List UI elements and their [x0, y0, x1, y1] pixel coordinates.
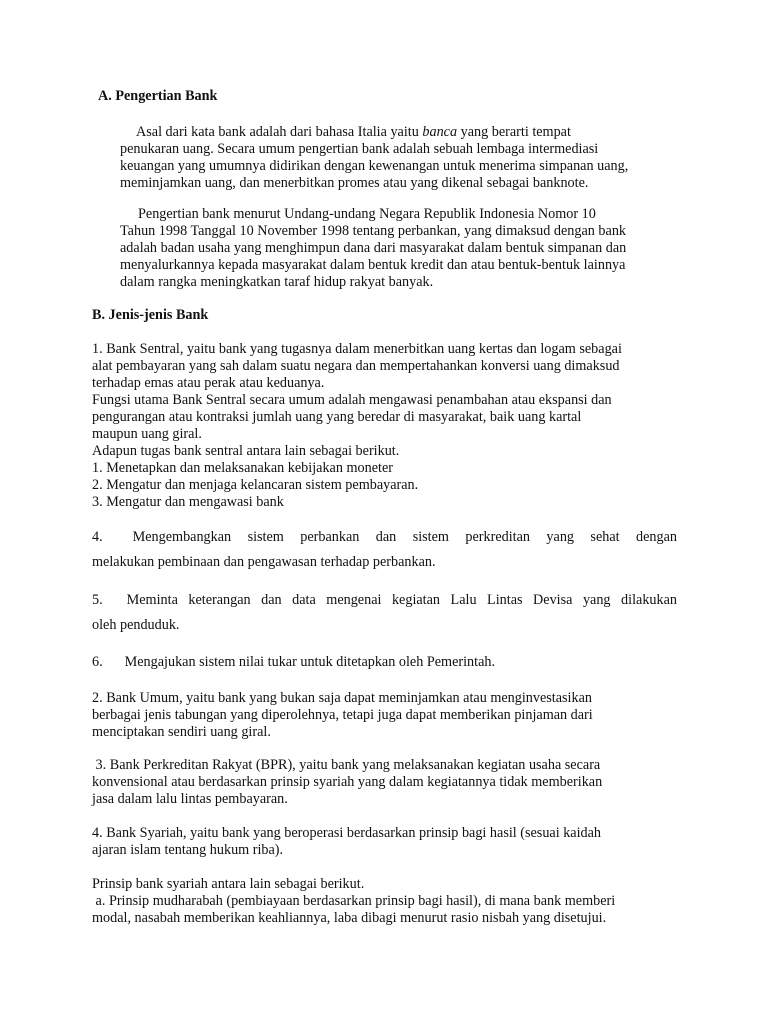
text-line: menyalurkannya kepada masyarakat dalam bentuk kredit dan atau bentuk-bentuk lainnya [120, 257, 626, 273]
text-line: konvensional atau berdasarkan prinsip syariah yang dalam kegiatannya tidak memberikan [92, 774, 603, 790]
text-line: menciptakan sendiri uang giral. [92, 724, 271, 740]
item-text: Mengajukan sistem nilai tukar untuk ditetapkan oleh Pemerintah. [124, 654, 496, 670]
text-line: 3. Bank Perkreditan Rakyat (BPR), yaitu bank yang melaksanakan kegiatan usaha secara [92, 757, 601, 773]
text-line: Asal dari kata bank adalah dari bahasa Italia yaitu banca yang berarti tempat [136, 124, 571, 140]
text-line: 2. Bank Umum, yaitu bank yang bukan saja dapat meminjamkan atau menginvestasikan [92, 690, 592, 706]
text-line: jasa dalam lalu lintas pembayaran. [92, 791, 288, 807]
text-line: terhadap emas atau perak atau keduanya. [92, 375, 325, 391]
text-line: meminjamkan uang, dan menerbitkan promes atau yang dikenal sebagai banknote. [120, 175, 589, 191]
task-item-5-continued: oleh penduduk. [92, 617, 180, 633]
section-a-heading: A. Pengertian Bank [98, 88, 218, 104]
bank-syariah-block [92, 825, 682, 859]
text-line: adalah badan usaha yang menghimpun dana dari masyarakat dalam bentuk simpanan dan [120, 240, 627, 256]
text-line: Adapun tugas bank sentral antara lain sebagai berikut. [92, 443, 400, 459]
bank-umum-block [92, 690, 682, 741]
text-line: modal, nasabah memberikan keahliannya, laba dibagi menurut rasio nisbah yang disetujui. [92, 910, 607, 926]
italic-term: banca [422, 124, 458, 140]
text-line: 1. Menetapkan dan melaksanakan kebijakan moneter [92, 460, 393, 476]
prinsip-syariah-block [92, 876, 682, 927]
task-item-6 [92, 654, 677, 671]
section-a-paragraph-1 [120, 124, 680, 192]
text-line: alat pembayaran yang sah dalam suatu negara dan mempertahankan konversi uang dimaksud [92, 358, 620, 374]
text-line: Pengertian bank menurut Undang-undang Negara Republik Indonesia Nomor 10 [138, 206, 596, 222]
text-line: 2. Mengatur dan menjaga kelancaran sistem pembayaran. [92, 477, 419, 493]
task-item-5 [92, 592, 677, 609]
item-number: 5. [92, 592, 103, 608]
text-line: dalam rangka meningkatkan taraf hidup rakyat banyak. [120, 274, 434, 290]
text-line: Fungsi utama Bank Sentral secara umum adalah mengawasi penambahan atau ekspansi dan [92, 392, 612, 408]
text-line: ajaran islam tentang hukum riba). [92, 842, 284, 858]
text-line: Prinsip bank syariah antara lain sebagai berikut. [92, 876, 365, 892]
item-text: Mengembangkan sistem perbankan dan sistem perkreditan yang sehat dengan [132, 529, 677, 545]
section-b-heading: B. Jenis-jenis Bank [92, 307, 209, 323]
text-line: 4. Bank Syariah, yaitu bank yang beroperasi berdasarkan prinsip bagi hasil (sesuai kaidah [92, 825, 602, 841]
item-text: Meminta keterangan dan data mengenai kegiatan Lalu Lintas Devisa yang dilakukan [126, 592, 677, 608]
item-number: 4. [92, 529, 103, 545]
bank-sentral-block [92, 341, 682, 511]
text-line: pengurangan atau kontraksi jumlah uang yang beredar di masyarakat, baik uang kartal [92, 409, 582, 425]
item-number: 6. [92, 654, 103, 670]
text-line: keuangan yang umumnya didirikan dengan kewenangan untuk menerima simpanan uang, [120, 158, 629, 174]
text-line: 1. Bank Sentral, yaitu bank yang tugasnya dalam menerbitkan uang kertas dan logam sebagai [92, 341, 622, 357]
text-line: a. Prinsip mudharabah (pembiayaan berdasarkan prinsip bagi hasil), di mana bank memberi [92, 893, 616, 909]
text-line: berbagai jenis tabungan yang diperolehnya, tetapi juga dapat memberikan pinjaman dari [92, 707, 593, 723]
section-a-paragraph-2 [120, 206, 680, 291]
bank-bpr-block [92, 757, 682, 808]
text-line: penukaran uang. Secara umum pengertian bank adalah sebuah lembaga intermediasi [120, 141, 599, 157]
task-item-4 [92, 529, 677, 546]
text-line: 3. Mengatur dan mengawasi bank [92, 494, 284, 510]
text-line: Tahun 1998 Tanggal 10 November 1998 tentang perbankan, yang dimaksud dengan bank [120, 223, 627, 239]
text-line: maupun uang giral. [92, 426, 202, 442]
task-item-4-continued: melakukan pembinaan dan pengawasan terhadap perbankan. [92, 554, 436, 570]
